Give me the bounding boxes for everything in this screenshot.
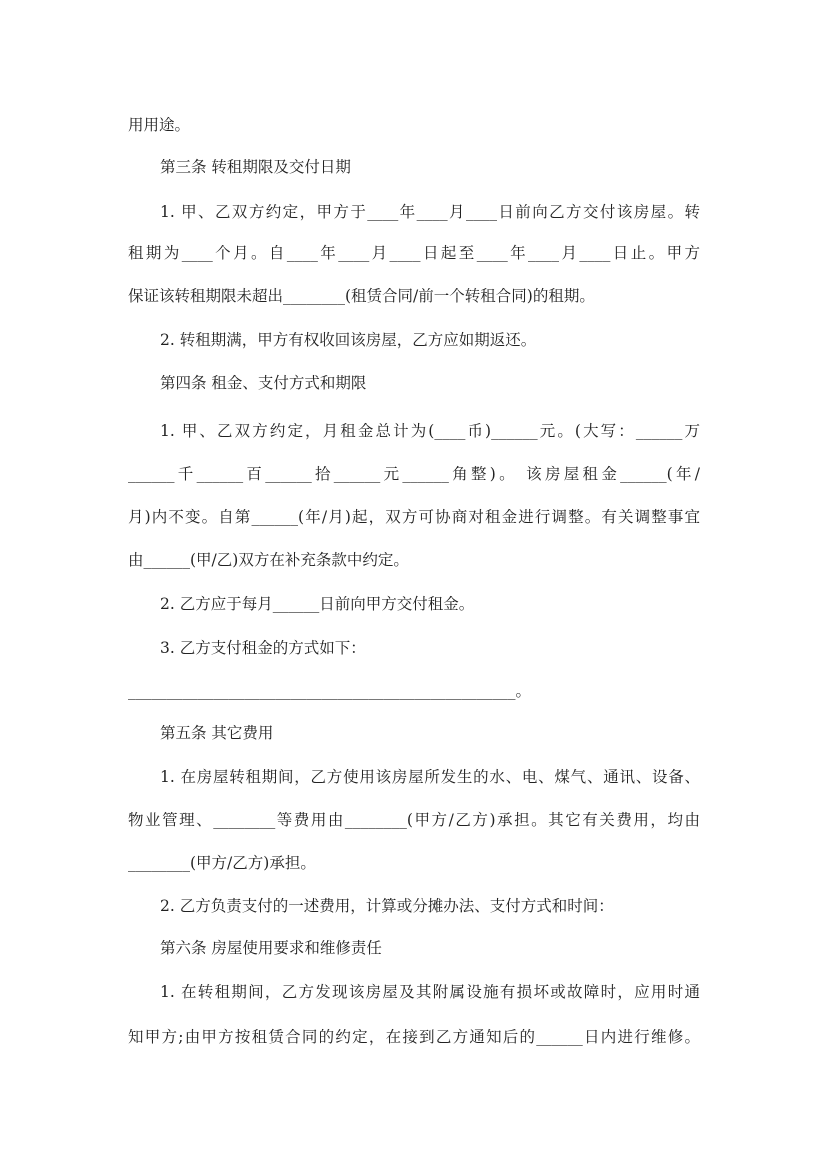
text-line: 用用途。 [128,116,191,134]
text-line: 1. 甲、乙双方约定，甲方于____年____月____日前向乙方交付该房屋。转 [160,203,700,221]
text-line: 租期为____个月。自____年____月____日起至____年____月____日止。甲方 [128,244,700,262]
text-line: __________________________________________________。 [128,682,532,700]
text-line: 2. 乙方负责支付的一述费用，计算或分摊办法、支付方式和时间： [160,897,614,915]
text-line: 物业管理、________等费用由________(甲方/乙方)承担。其它有关费用，均由 [128,811,700,829]
text-line: 保证该转租期限未超出________(租赁合同/前一个转租合同)的租期。 [128,287,595,305]
text-line: 2. 转租期满，甲方有权收回该房屋，乙方应如期返还。 [160,331,537,349]
text-line: 知甲方;由甲方按租赁合同的约定，在接到乙方通知后的______日内进行维修。 [128,1028,700,1046]
text-line: 3. 乙方支付租金的方式如下： [160,639,366,657]
section-heading: 第六条 房屋使用要求和维修责任 [160,939,382,957]
text-line: ______千______百______拾______元______角整)。 该房屋租金______(年/ [128,465,700,483]
text-line: 1. 甲、乙双方约定，月租金总计为(____币)______元。(大写：______万 [160,422,700,440]
text-line: ________(甲方/乙方)承担。 [128,854,316,872]
section-heading: 第四条 租金、支付方式和期限 [160,374,367,392]
section-heading: 第五条 其它费用 [160,724,274,742]
text-line: 由______(甲/乙)双方在补充条款中约定。 [128,551,409,569]
text-line: 1. 在房屋转租期间，乙方使用该房屋所发生的水、电、煤气、通讯、设备、 [160,768,700,786]
text-line: 1. 在转租期间，乙方发现该房屋及其附属设施有损坏或故障时，应用时通 [160,983,700,1001]
text-line: 月)内不变。自第______(年/月)起，双方可协商对租金进行调整。有关调整事宜 [128,508,700,526]
text-line: 2. 乙方应于每月______日前向甲方交付租金。 [160,595,475,613]
section-heading: 第三条 转租期限及交付日期 [160,158,351,176]
